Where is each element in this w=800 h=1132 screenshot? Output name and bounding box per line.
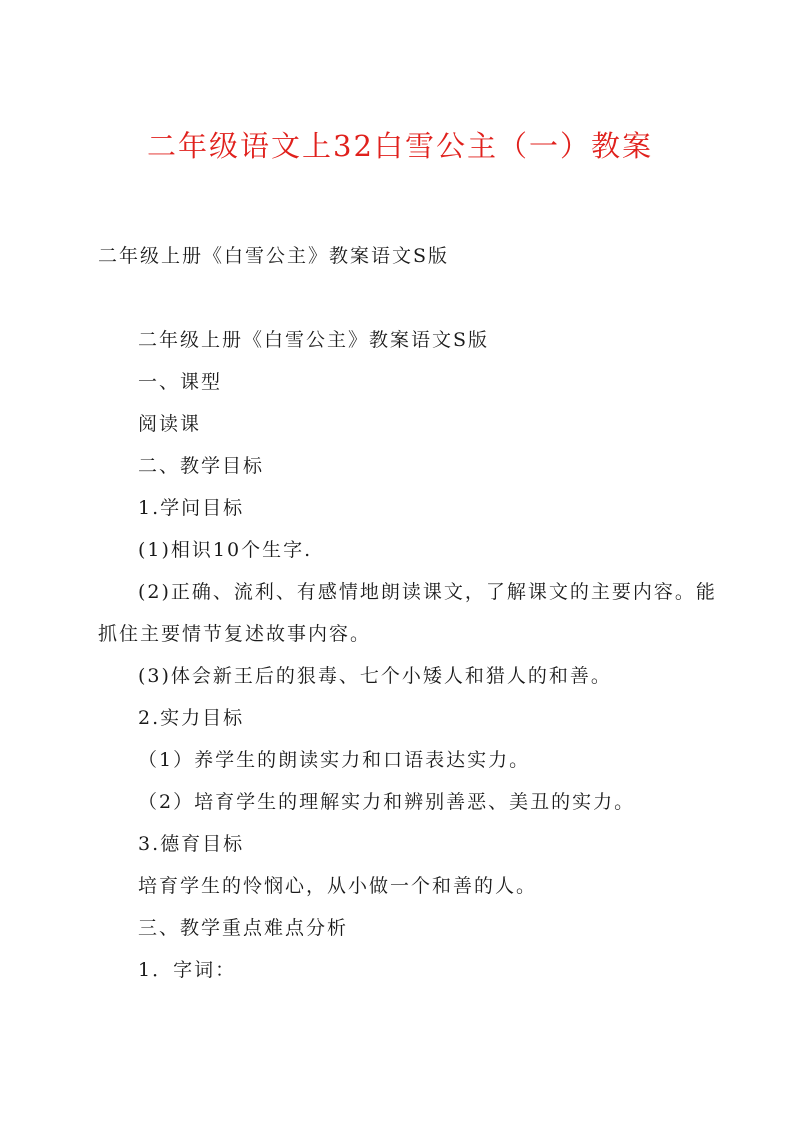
document-title: 二年级语文上32白雪公主（一）教案 [147, 129, 653, 163]
subsection-heading: 3.德育目标 [138, 833, 245, 855]
section-heading: 一、课型 [138, 371, 223, 393]
section-heading: 三、教学重点难点分析 [138, 917, 349, 939]
section-heading: 二、教学目标 [138, 455, 265, 477]
subsection-heading: 1．字词： [138, 959, 237, 981]
list-item: (1)相识10个生字. [138, 539, 313, 561]
list-item: （1）养学生的朗读实力和口语表达实力。 [138, 749, 531, 771]
document-subtitle: 二年级上册《白雪公主》教案语文S版 [98, 245, 450, 267]
subsection-heading: 2.实力目标 [138, 707, 245, 729]
document-body [98, 319, 718, 991]
list-item: （2）培育学生的理解实力和辨别善恶、美丑的实力。 [138, 791, 636, 813]
body-paragraph: 阅读课 [138, 413, 202, 435]
list-item: (3)体会新王后的狠毒、七个小矮人和猎人的和善。 [138, 665, 612, 687]
subsection-heading: 1.学问目标 [138, 497, 245, 519]
body-paragraph: 培育学生的怜悯心，从小做一个和善的人。 [138, 875, 538, 897]
body-paragraph: 二年级上册《白雪公主》教案语文S版 [138, 329, 490, 351]
list-item: (2)正确、流利、有感情地朗读课文，了解课文的主要内容。能抓住主要情节复述故事内容。 [98, 581, 717, 645]
